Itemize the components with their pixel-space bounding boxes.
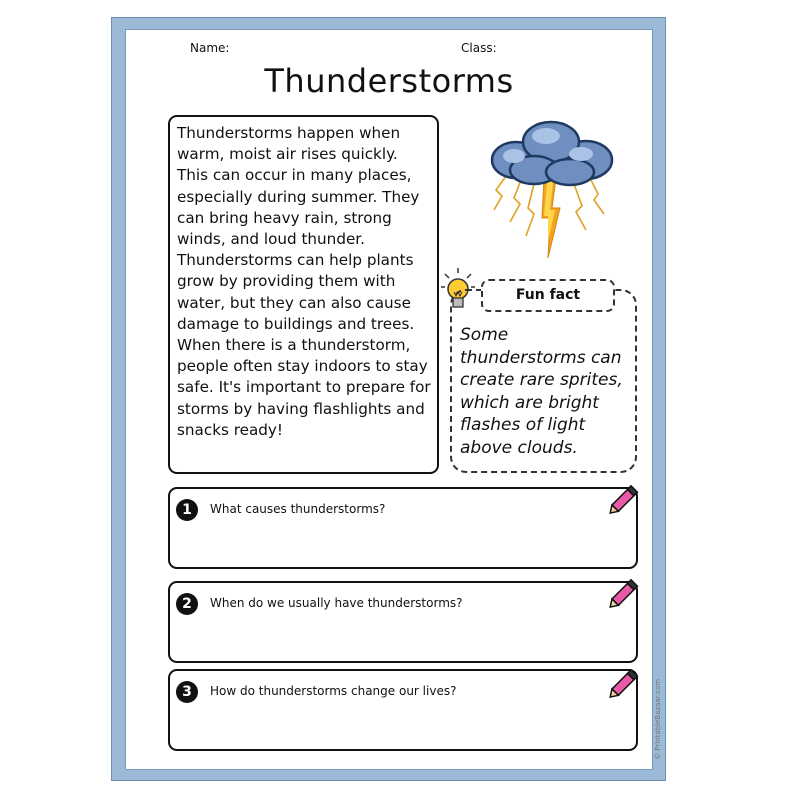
question-number: 1 [176,499,198,521]
question-text: When do we usually have thunderstorms? [210,596,463,610]
reading-passage: Thunderstorms happen when warm, moist air rises quickly. This can occur in many places, especially during summer. They can bring heavy rain, strong winds, and loud thunder. Thunderstorms can help plants grow by providing them with water, but they can also cause damage to buildings and trees. When there is a thunderstorm, people often stay indoors to stay safe. It's important to prepare for storms by having flashlights and snacks ready! [168,115,439,474]
fun-fact-heading: Fun fact [481,279,615,312]
page-title: Thunderstorms [264,62,514,100]
name-label: Name: [190,41,230,55]
question-box-3[interactable] [168,669,638,751]
question-box-1[interactable] [168,487,638,569]
pencil-icon [604,574,644,614]
question-box-2[interactable] [168,581,638,663]
pencil-icon [604,480,644,520]
pencil-icon [604,664,644,704]
storm-cloud-lightning-icon [486,118,616,263]
fun-fact-text: Some thunderstorms can create rare sprites, which are bright flashes of light above clouds. [450,289,637,473]
copyright-credit: © PrintableBazaar.com [654,678,662,760]
question-text: How do thunderstorms change our lives? [210,684,457,698]
question-number: 3 [176,681,198,703]
question-text: What causes thunderstorms? [210,502,386,516]
class-label: Class: [461,41,497,55]
question-number: 2 [176,593,198,615]
